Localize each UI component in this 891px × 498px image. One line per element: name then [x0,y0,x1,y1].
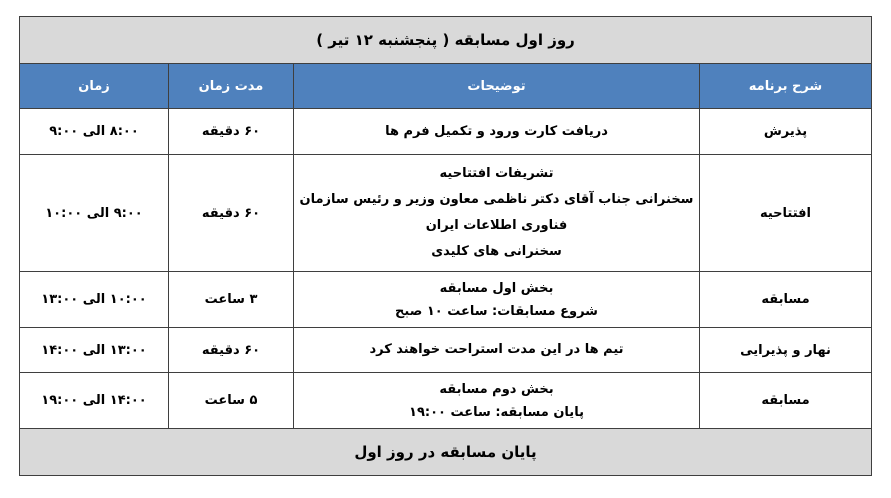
time-cell: ۱۰:۰۰ الی ۱۳:۰۰ [20,272,169,328]
description-line: پایان مسابقه: ساعت ۱۹:۰۰ [409,404,584,420]
table-row [20,109,872,155]
description-cell [294,328,700,373]
title-row [20,17,872,64]
schedule-table [19,16,872,476]
description-line: شروع مسابقات: ساعت ۱۰ صبح [395,303,598,319]
program-cell: پذیرش [700,109,872,155]
description-line: تیم ها در این مدت استراحت خواهند کرد [369,342,624,357]
table-row [20,155,872,272]
description-line: سخنرانی های کلیدی [431,244,562,259]
header-description: توضیحات [294,64,700,109]
time-cell: ۱۴:۰۰ الی ۱۹:۰۰ [20,373,169,429]
footer-row [20,429,872,476]
description-cell [294,272,700,328]
time-cell: ۱۳:۰۰ الی ۱۴:۰۰ [20,328,169,373]
description-line: فناوری اطلاعات ایران [425,218,568,233]
description-line: دریافت کارت ورود و تکمیل فرم ها [385,123,608,139]
table-row [20,373,872,429]
time-cell: ۸:۰۰ الی ۹:۰۰ [20,109,169,155]
description-line: سخنرانی جناب آقای دکتر ناظمی معاون وزیر و رئیس سازمان [299,192,694,207]
description-line: بخش اول مسابقه [439,280,554,296]
table-row [20,328,872,373]
header-time: زمان [20,64,169,109]
duration-cell: ۳ ساعت [169,272,294,328]
header-row [20,64,872,109]
description-line: تشریفات افتتاحیه [439,166,554,181]
program-cell: مسابقه [700,373,872,429]
program-cell: نهار و پذیرایی [700,328,872,373]
description-cell [294,373,700,429]
table-row [20,272,872,328]
duration-cell: ۶۰ دقیقه [169,155,294,272]
header-program: شرح برنامه [700,64,872,109]
schedule-title: روز اول مسابقه ( پنجشنبه ۱۲ تیر ) [20,17,872,64]
duration-cell: ۶۰ دقیقه [169,109,294,155]
program-cell: افتتاحیه [700,155,872,272]
time-cell: ۹:۰۰ الی ۱۰:۰۰ [20,155,169,272]
description-cell [294,155,700,272]
schedule-footer: پایان مسابقه در روز اول [20,429,872,476]
description-cell [294,109,700,155]
header-duration: مدت زمان [169,64,294,109]
duration-cell: ۶۰ دقیقه [169,328,294,373]
description-line: بخش دوم مسابقه [439,381,554,397]
program-cell: مسابقه [700,272,872,328]
duration-cell: ۵ ساعت [169,373,294,429]
